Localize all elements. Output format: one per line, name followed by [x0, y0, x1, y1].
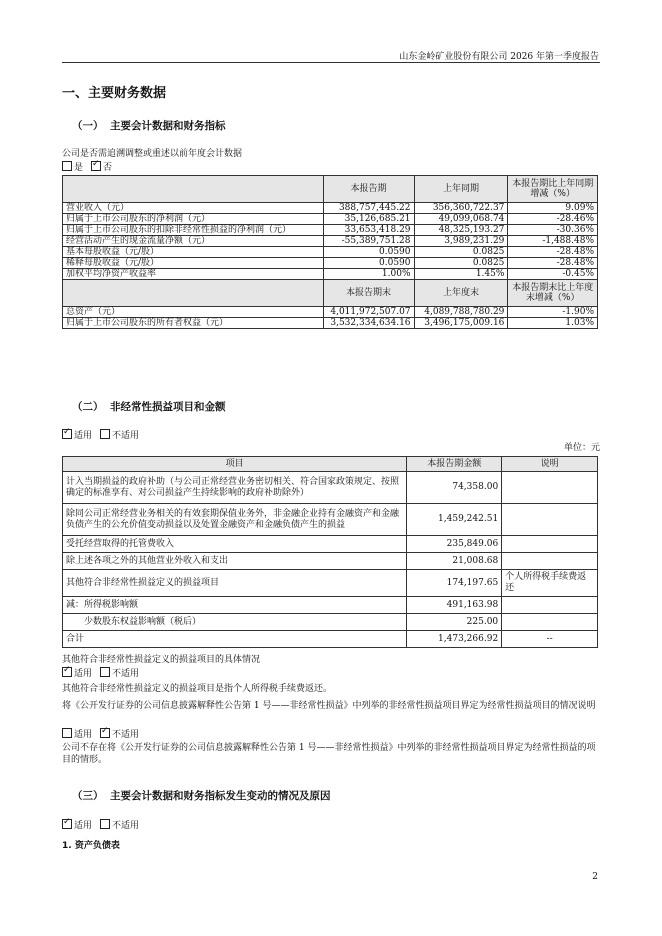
table-cell: 21,008.68 [407, 553, 502, 570]
table-cell: 1,459,242.51 [407, 504, 502, 536]
checkbox-icon[interactable] [62, 728, 72, 738]
row-label: 合计 [63, 631, 407, 648]
column-header: 本报告期末 [323, 280, 414, 307]
row-label: 其他符合非经常性损益定义的损益项目 [63, 570, 407, 597]
other-items-options [62, 667, 139, 680]
table-cell: 4,011,972,507.07 [323, 307, 414, 318]
reclassification-text: 公司不存在将《公开发行证券的公司信息披露解释性公告第 1 号——非经常性损益》中列举的非经常性损益项目界定为经常性损益的项目的情形。 [62, 743, 596, 765]
row-label: 少数股东权益影响额（税后） [63, 614, 407, 631]
row-label: 经营活动产生的现金流量净额（元） [63, 236, 324, 247]
row-label: 加权平均净资产收益率 [63, 269, 324, 280]
table-cell: 个人所得税手续费返还 [502, 570, 598, 597]
table-cell: 1.45% [414, 269, 508, 280]
table-row [63, 203, 598, 214]
table-row [63, 614, 598, 631]
table-cell: 491,163.98 [407, 597, 502, 614]
table-cell: 35,126,685.21 [323, 214, 414, 225]
table-cell: 3,989,231.29 [414, 236, 508, 247]
table-header-row [63, 457, 598, 472]
table-cell: 0.0825 [414, 247, 508, 258]
financial-data-table [62, 175, 598, 329]
subsection-2-heading [72, 399, 226, 414]
checkbox-icon[interactable] [100, 667, 110, 677]
report-header-title: 山东金岭矿业股份有限公司 2026 年第一季度报告 [399, 52, 599, 62]
table-cell: -28.46% [508, 214, 598, 225]
table-row [63, 236, 598, 247]
subsection-3-heading [72, 788, 331, 803]
row-label: 归属于上市公司股东的所有者权益（元） [63, 318, 324, 329]
row-label: 受托经营取得的托管费收入 [63, 536, 407, 553]
table-row [63, 631, 598, 648]
table-cell: 388,757,445.22 [323, 203, 414, 214]
table-cell: 0.0590 [323, 247, 414, 258]
table-cell: 4,089,788,780.29 [414, 307, 508, 318]
table-cell [502, 553, 598, 570]
table-cell: 1.00% [323, 269, 414, 280]
table-cell: 225.00 [407, 614, 502, 631]
column-header: 上年度末 [414, 280, 508, 307]
option-not-applicable-label: 不适用 [112, 730, 140, 740]
table-cell: 356,360,722.37 [414, 203, 508, 214]
table-cell [502, 504, 598, 536]
subsection-title: 非经常性损益项目和金额 [110, 401, 226, 413]
section-title: 一、主要财务数据 [62, 86, 167, 101]
table-cell: 74,358.00 [407, 472, 502, 504]
other-items-title: 其他符合非经常性损益定义的损益项目的具体情况 [62, 655, 261, 665]
checkbox-checked-icon[interactable] [62, 667, 72, 677]
option-not-applicable-label: 不适用 [112, 821, 140, 831]
option-applicable-label: 适用 [74, 821, 93, 831]
table-cell: 9.09% [508, 203, 598, 214]
table-row [63, 247, 598, 258]
row-label: 减：所得税影响额 [63, 597, 407, 614]
table-cell: 1,473,266.92 [407, 631, 502, 648]
table-row [63, 269, 598, 280]
table-cell [502, 597, 598, 614]
unit-label: 单位：元 [563, 443, 600, 453]
non-recurring-items-table [62, 456, 598, 648]
other-items-text: 其他符合非经常性损益定义的损益项目是指个人所得税手续费返还。 [62, 684, 333, 694]
row-label: 营业收入（元） [63, 203, 324, 214]
table-cell: -0.45% [508, 269, 598, 280]
subsection-number: （一） [72, 120, 104, 132]
restatement-options [62, 161, 112, 174]
column-header: 项目 [63, 457, 407, 472]
column-header: 本报告期金额 [407, 457, 502, 472]
column-header: 本报告期末比上年度末增减（%） [508, 280, 598, 307]
checkbox-checked-icon[interactable] [91, 161, 101, 171]
table-cell [502, 472, 598, 504]
table-cell: 235,849.06 [407, 536, 502, 553]
table-row [63, 225, 598, 236]
table-cell: 3,532,334,634.16 [323, 318, 414, 329]
page-number: 2 [592, 872, 598, 882]
checkbox-icon[interactable] [100, 819, 110, 829]
row-label: 除上述各项之外的其他营业外收入和支出 [63, 553, 407, 570]
table-cell: 49,099,068.74 [414, 214, 508, 225]
changes-options [62, 819, 139, 832]
column-header: 本报告期 [323, 176, 414, 203]
subsection-number: （三） [72, 790, 104, 802]
balance-sheet-item: 1. 资产负债表 [62, 841, 120, 851]
subsection-number: （二） [72, 401, 104, 413]
table-row [63, 536, 598, 553]
reclassification-title: 将《公开发行证券的公司信息披露解释性公告第 1 号——非经常性损益》中列举的非经常性损益项目界定为经常性损益项目的情况说明 [62, 701, 596, 711]
row-label: 稀释每股收益（元/股） [63, 258, 324, 269]
row-label: 计入当期损益的政府补助（与公司正常经营业务密切相关、符合国家政策规定、按照确定的标准享有、对公司损益产生持续影响的政府补助除外） [63, 472, 407, 504]
table-row [63, 258, 598, 269]
checkbox-icon[interactable] [62, 161, 72, 171]
table-cell: 0.0825 [414, 258, 508, 269]
row-label: 基本每股收益（元/股） [63, 247, 324, 258]
table-cell: 33,653,418.29 [323, 225, 414, 236]
subsection-title: 主要会计数据和财务指标发生变动的情况及原因 [110, 790, 331, 802]
table-row [63, 214, 598, 225]
table-row [63, 553, 598, 570]
option-applicable-label: 适用 [74, 730, 93, 740]
table-cell: -1,488.48% [508, 236, 598, 247]
applicability-options [62, 429, 139, 442]
table-cell: -1.90% [508, 307, 598, 318]
option-applicable-label: 适用 [74, 669, 93, 679]
row-label: 总资产（元） [63, 307, 324, 318]
subsection-title: 主要会计数据和财务指标 [110, 120, 226, 132]
checkbox-checked-icon[interactable] [62, 429, 72, 439]
subsection-1-heading [72, 118, 226, 133]
table-row [63, 570, 598, 597]
restatement-question: 公司是否需追溯调整或重述以前年度会计数据 [62, 149, 243, 159]
table-row [63, 307, 598, 318]
table-header-row [63, 280, 598, 307]
option-yes-label: 是 [74, 163, 84, 173]
row-label: 除同公司正常经营业务相关的有效套期保值业务外，非金融企业持有金融资产和金融负债产生的公允价值变动损益以及处置金融资产和金融负债产生的损益 [63, 504, 407, 536]
table-cell: 174,197.65 [407, 570, 502, 597]
row-label: 归属于上市公司股东的净利润（元） [63, 214, 324, 225]
option-no-label: 否 [103, 163, 113, 173]
table-cell: -- [502, 631, 598, 648]
table-row [63, 504, 598, 536]
column-header: 本报告期比上年同期增减（%） [508, 176, 598, 203]
table-row [63, 472, 598, 504]
table-cell: -28.48% [508, 247, 598, 258]
reclassification-options [62, 728, 139, 741]
table-row [63, 318, 598, 329]
checkbox-icon[interactable] [100, 429, 110, 439]
table-cell: -30.36% [508, 225, 598, 236]
header-divider [62, 62, 600, 63]
option-applicable-label: 适用 [74, 431, 93, 441]
table-cell [502, 536, 598, 553]
option-not-applicable-label: 不适用 [112, 431, 140, 441]
row-label: 归属于上市公司股东的扣除非经常性损益的净利润（元） [63, 225, 324, 236]
column-header: 上年同期 [414, 176, 508, 203]
table-cell: -55,389,751.28 [323, 236, 414, 247]
table-cell: -28.48% [508, 258, 598, 269]
option-not-applicable-label: 不适用 [112, 669, 140, 679]
table-cell: 0.0590 [323, 258, 414, 269]
table-cell: 3,496,175,009.16 [414, 318, 508, 329]
table-cell: 48,325,193.27 [414, 225, 508, 236]
checkbox-checked-icon[interactable] [100, 728, 110, 738]
table-cell [502, 614, 598, 631]
checkbox-checked-icon[interactable] [62, 819, 72, 829]
table-row [63, 597, 598, 614]
table-cell: 1.03% [508, 318, 598, 329]
column-header: 说明 [502, 457, 598, 472]
table-header-row [63, 176, 598, 203]
